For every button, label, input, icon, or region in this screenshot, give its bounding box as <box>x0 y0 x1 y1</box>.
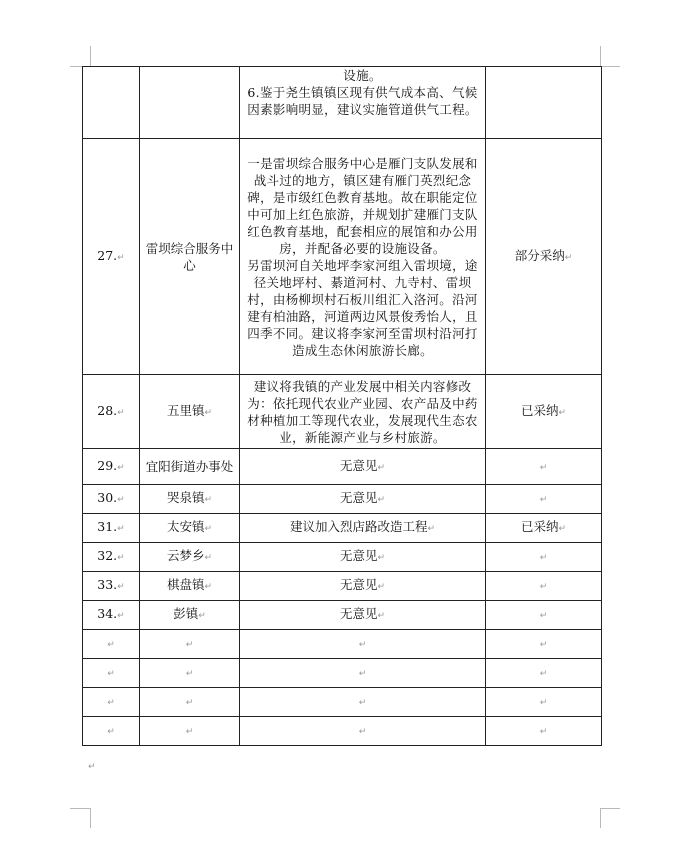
unit-cell[interactable]: ↵ <box>140 659 240 688</box>
unit-cell[interactable]: 五里镇↵ <box>140 375 240 449</box>
crop-mark <box>600 808 601 828</box>
opinion-cell[interactable]: ↵ <box>240 630 486 659</box>
table-row <box>83 688 602 717</box>
opinion-cell[interactable]: 无意见↵ <box>240 485 486 514</box>
row-number[interactable]: 27.↵ <box>83 139 140 375</box>
table-row <box>83 375 602 449</box>
opinion-paragraph: 设施。 <box>343 68 382 83</box>
opinion-cell[interactable]: 无意见↵ <box>240 601 486 630</box>
result-cell[interactable]: ↵ <box>486 717 602 746</box>
table-row <box>83 67 602 139</box>
table-row <box>83 572 602 601</box>
row-number[interactable]: 34.↵ <box>83 601 140 630</box>
crop-mark <box>90 808 91 828</box>
paragraph-mark: ↵ <box>88 762 96 772</box>
opinion-cell[interactable] <box>240 67 486 139</box>
unit-cell[interactable]: 哭泉镇↵ <box>140 485 240 514</box>
table-row <box>83 139 602 375</box>
unit-cell[interactable]: 太安镇↵ <box>140 514 240 543</box>
table-row <box>83 659 602 688</box>
unit-cell[interactable]: 宜阳街道办事处 <box>140 449 240 485</box>
table-row <box>83 717 602 746</box>
unit-cell[interactable]: 彭镇↵ <box>140 601 240 630</box>
table-row <box>83 601 602 630</box>
opinion-cell[interactable]: 无意见↵ <box>240 449 486 485</box>
opinion-cell[interactable] <box>240 139 486 375</box>
result-cell[interactable]: 部分采纳↵ <box>486 139 602 375</box>
row-number[interactable] <box>83 67 140 139</box>
crop-mark <box>600 808 620 809</box>
row-number[interactable]: ↵ <box>83 717 140 746</box>
opinion-cell[interactable]: ↵ <box>240 717 486 746</box>
table-row <box>83 543 602 572</box>
opinion-paragraph: 一是雷坝综合服务中心是雁门支队发展和战斗过的地方，镇区建有雁门英烈纪念碑，是市级红色教育基地。故在职能定位中可加上红色旅游，并规划扩建雁门支队红色教育基地，配套相应的展馆和办公用房，并配备必要的设施设备。 <box>247 155 478 256</box>
result-cell[interactable]: 已采纳↵ <box>486 375 602 449</box>
opinion-paragraph: 建议将我镇的产业发展中相关内容修改为：依托现代农业产业园、农产品及中药材种植加工等现代农业，发展现代生态农业，新能源产业与乡村旅游。 <box>247 378 478 445</box>
result-cell[interactable]: ↵ <box>486 543 602 572</box>
unit-cell[interactable]: 棋盘镇↵ <box>140 572 240 601</box>
result-cell[interactable] <box>486 67 602 139</box>
unit-cell[interactable]: 雷坝综合服务中心 <box>140 139 240 375</box>
table-row <box>83 449 602 485</box>
opinion-cell[interactable]: 建议加入烈店路改造工程↵ <box>240 514 486 543</box>
opinion-table <box>82 66 602 746</box>
result-cell[interactable]: ↵ <box>486 630 602 659</box>
opinion-cell[interactable]: 无意见↵ <box>240 543 486 572</box>
unit-cell[interactable] <box>140 67 240 139</box>
result-cell[interactable]: ↵ <box>486 688 602 717</box>
result-cell[interactable]: ↵ <box>486 572 602 601</box>
row-number[interactable]: ↵ <box>83 659 140 688</box>
row-number[interactable]: ↵ <box>83 630 140 659</box>
unit-cell[interactable]: ↵ <box>140 717 240 746</box>
unit-cell[interactable]: ↵ <box>140 688 240 717</box>
table-row <box>83 514 602 543</box>
row-number[interactable]: 28.↵ <box>83 375 140 449</box>
opinion-cell[interactable]: 无意见↵ <box>240 572 486 601</box>
row-number[interactable]: ↵ <box>83 688 140 717</box>
crop-mark <box>600 46 601 66</box>
result-cell[interactable]: ↵ <box>486 449 602 485</box>
opinion-cell[interactable]: ↵ <box>240 688 486 717</box>
result-cell[interactable]: 已采纳↵ <box>486 514 602 543</box>
result-cell[interactable]: ↵ <box>486 601 602 630</box>
row-number[interactable]: 29.↵ <box>83 449 140 485</box>
unit-cell[interactable]: ↵ <box>140 630 240 659</box>
row-number[interactable]: 30.↵ <box>83 485 140 514</box>
crop-mark <box>600 66 620 67</box>
opinion-paragraph: 6.鉴于尧生镇镇区现有供气成本高、气候因素影响明显，建议实施管道供气工程。 <box>247 85 478 117</box>
row-number[interactable]: 31.↵ <box>83 514 140 543</box>
unit-cell[interactable]: 云梦乡↵ <box>140 543 240 572</box>
crop-mark <box>90 46 91 66</box>
opinion-cell[interactable] <box>240 375 486 449</box>
crop-mark <box>70 808 90 809</box>
row-number[interactable]: 33.↵ <box>83 572 140 601</box>
result-cell[interactable]: ↵ <box>486 659 602 688</box>
row-number[interactable]: 32.↵ <box>83 543 140 572</box>
table-row <box>83 630 602 659</box>
opinion-paragraph: 另雷坝河自关地坪李家河组入雷坝境，途径关地坪村、綦道河村、九寺村、雷坝村，由杨柳坝村石板川组汇入洛河。沿河建有柏油路，河道两边风景俊秀怡人，且四季不同。建议将李家河至雷坝村沿河打造成生态休闲旅游长廊。 <box>247 257 478 358</box>
opinion-cell[interactable]: ↵ <box>240 659 486 688</box>
table-row <box>83 485 602 514</box>
result-cell[interactable]: ↵ <box>486 485 602 514</box>
